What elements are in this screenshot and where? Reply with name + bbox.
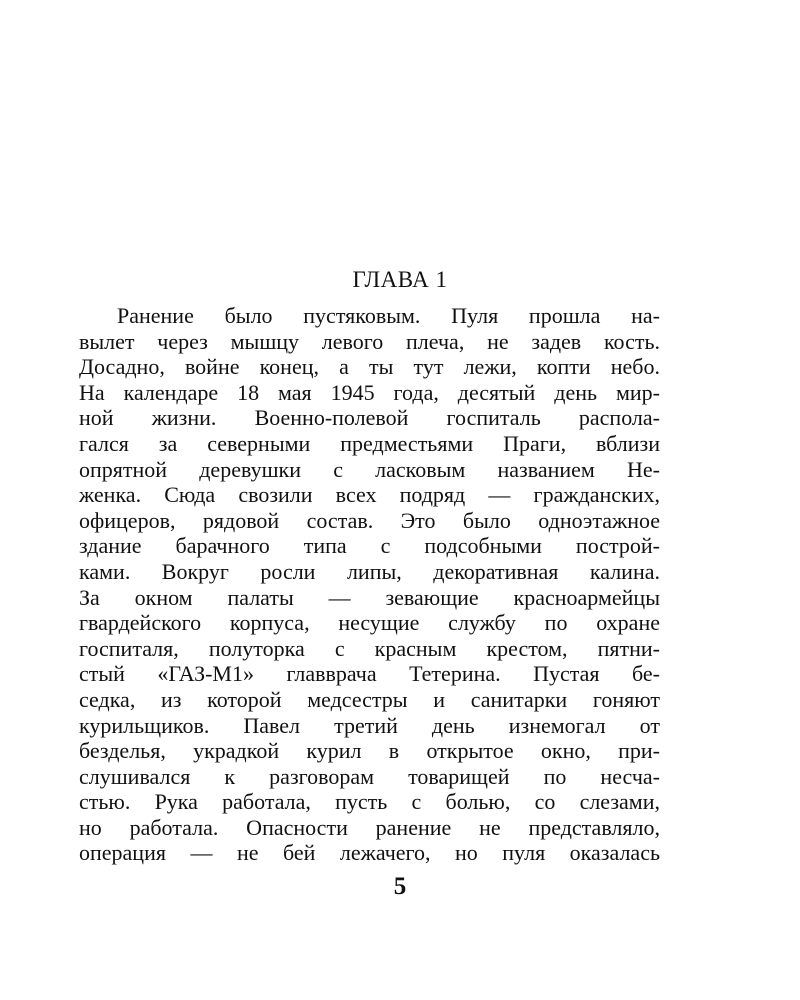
- text-line: На календаре 18 мая 1945 года, десятый день мир-: [79, 379, 660, 405]
- chapter-title: ГЛАВА 1: [352, 267, 448, 292]
- text-line: курильщиков. Павел третий день изнемогал от: [79, 712, 660, 738]
- text-line: Ранение было пустяковым. Пуля прошла на-: [117, 303, 660, 328]
- text-line: слушивался к разговорам товарищей по несча-: [79, 763, 660, 789]
- text-line: но работала. Опасности ранение не представляло,: [79, 814, 660, 840]
- text-line: операция — не бей лежачего, но пуля оказалась: [79, 840, 660, 866]
- text-line: женка. Сюда свозили всех подряд — гражданских,: [79, 482, 660, 508]
- text-line: вылет через мышцу левого плеча, не задев кость.: [79, 328, 660, 354]
- body-paragraph: [79, 303, 660, 866]
- text-line: ной жизни. Военно-полевой госпиталь распола-: [79, 405, 660, 431]
- text-line: стый «ГАЗ-М1» главврача Тетерина. Пустая бе-: [79, 661, 660, 687]
- page-number: 5: [393, 873, 407, 900]
- text-line: опрятной деревушки с ласковым названием Не-: [79, 456, 660, 482]
- text-line: стью. Рука работала, пусть с болью, со слезами,: [79, 789, 660, 815]
- text-line: госпиталя, полуторка с красным крестом, пятни-: [79, 635, 660, 661]
- text-line: гвардейского корпуса, несущие службу по охране: [79, 610, 660, 636]
- text-line: безделья, украдкой курил в открытое окно, при-: [79, 738, 660, 764]
- text-line: За окном палаты — зевающие красноармейцы: [79, 584, 660, 610]
- text-line: здание барачного типа с подсобными построй-: [79, 533, 660, 559]
- text-line: седка, из которой медсестры и санитарки гоняют: [79, 686, 660, 712]
- text-line: офицеров, рядовой состав. Это было одноэтажное: [79, 507, 660, 533]
- text-line: гался за северными предместьями Праги, вблизи: [79, 430, 660, 456]
- text-line: Досадно, войне конец, а ты тут лежи, копти небо.: [79, 354, 660, 380]
- text-line: ками. Вокруг росли липы, декоративная калина.: [79, 558, 660, 584]
